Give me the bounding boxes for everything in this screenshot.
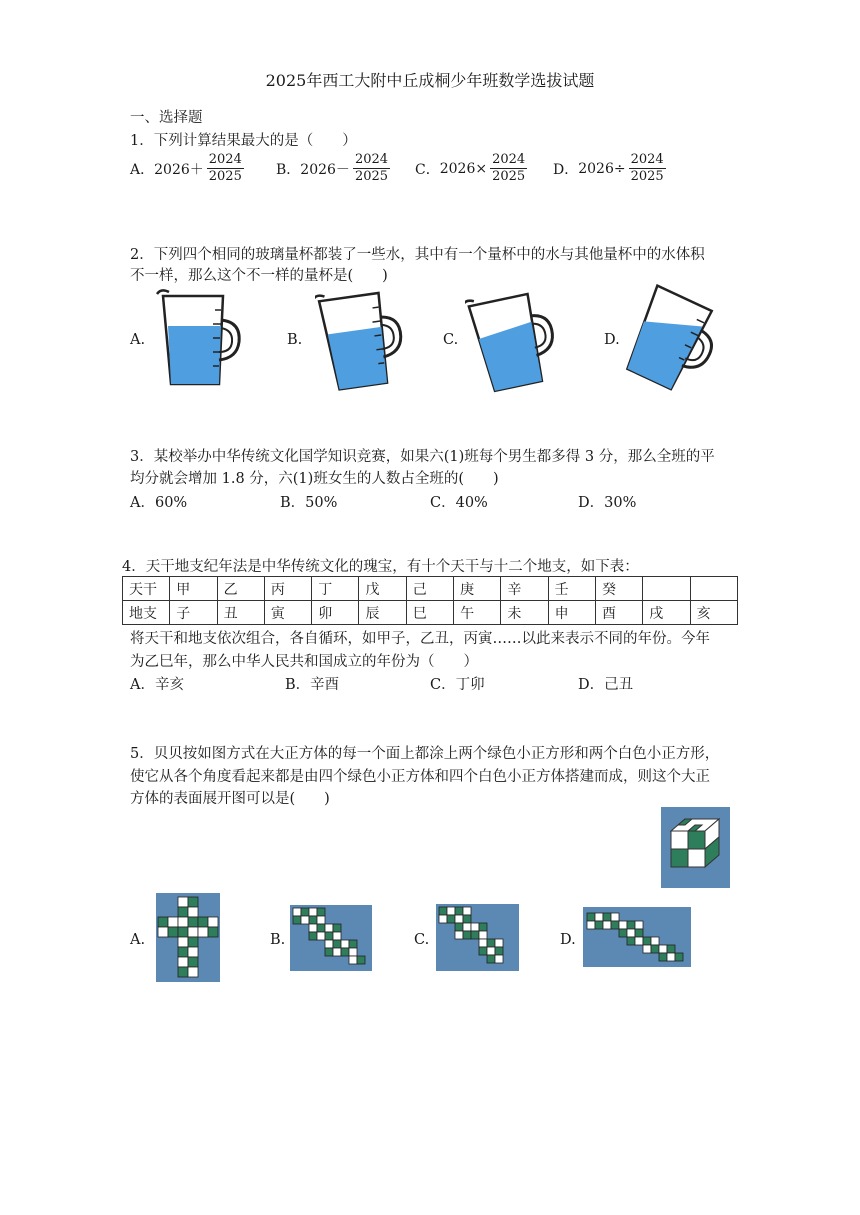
q3-stem-line2: 均分就会增加 1.8 分，六(1)班女生的人数占全班的( ) [130, 471, 499, 487]
table-cell: 子 [170, 601, 217, 625]
table-cell: 巳 [406, 601, 453, 625]
table-row-tiangan [123, 577, 738, 601]
table-cell: 辰 [359, 601, 406, 625]
fraction-den: 2025 [630, 169, 664, 184]
option-expr: 2026＋ [154, 161, 204, 178]
q5-stem-line3: 方体的表面展开图可以是( ) [130, 791, 330, 807]
cube-net-b-icon [290, 905, 372, 971]
q4-option-a[interactable]: A．辛亥 [130, 677, 184, 693]
q5-label-a[interactable]: A. [130, 932, 146, 948]
q3-option-b[interactable]: B．50% [280, 495, 338, 511]
q1-stem: 1．下列计算结果最大的是（ ） [130, 133, 357, 149]
option-expr: 2026－ [300, 161, 350, 178]
q4-text-line1: 将天干和地支依次组合，各自循环，如甲子，乙丑，丙寅……以此来表示不同的年份。今年 [130, 631, 710, 647]
fraction [629, 152, 666, 185]
q3-option-a[interactable]: A．60% [130, 495, 188, 511]
table-cell: 己 [406, 577, 453, 601]
q4-stem: 4．天干地支纪年法是中华传统文化的瑰宝，有十个天干与十二个地支，如下表： [122, 559, 639, 575]
table-cell: 乙 [217, 577, 264, 601]
q5-label-d[interactable]: D. [560, 932, 576, 948]
option-label: A． [130, 161, 155, 178]
section-heading: 一、选择题 [130, 110, 203, 126]
cube-net-c-icon [436, 904, 519, 971]
fraction-den: 2025 [208, 169, 242, 184]
q4-option-b[interactable]: B．辛酉 [285, 677, 340, 693]
q2-label-a[interactable]: A. [130, 332, 146, 348]
q5-label-b[interactable]: B. [270, 932, 286, 948]
table-cell [643, 577, 690, 601]
table-cell [690, 577, 737, 601]
q3-option-d[interactable]: D．30% [578, 495, 637, 511]
fraction [353, 152, 390, 185]
fraction-den: 2025 [492, 169, 526, 184]
beaker-a-icon [155, 288, 250, 393]
table-cell: 甲 [170, 577, 217, 601]
q5-stem-line1: 5．贝贝按如图方式在大正方体的每一个面上都涂上两个绿色小正方形和两个白色小正方形， [130, 746, 720, 762]
page-title: 2025年西工大附中丘成桐少年班数学选拔试题 [265, 71, 595, 90]
fraction-num: 2024 [208, 152, 242, 167]
fraction-num: 2024 [630, 152, 664, 167]
table-cell: 辛 [501, 577, 548, 601]
fraction-num: 2024 [492, 152, 526, 167]
table-cell: 地支 [123, 601, 170, 625]
table-cell: 寅 [264, 601, 311, 625]
table-cell: 天干 [123, 577, 170, 601]
beaker-d-icon [622, 284, 717, 392]
ganzhi-table [122, 576, 738, 625]
fraction [490, 152, 527, 185]
beaker-c-icon [465, 286, 565, 394]
beaker-b-icon [315, 286, 410, 394]
q5-label-c[interactable]: C. [414, 932, 430, 948]
table-cell: 癸 [595, 577, 642, 601]
option-expr: 2026÷ [578, 160, 626, 177]
q1-options [130, 152, 666, 185]
fraction [207, 152, 244, 185]
table-cell: 未 [501, 601, 548, 625]
table-cell: 卯 [312, 601, 359, 625]
table-cell: 酉 [595, 601, 642, 625]
q1-option-c[interactable] [415, 152, 553, 185]
fraction-den: 2025 [354, 169, 389, 184]
option-expr: 2026× [439, 160, 488, 177]
table-cell: 丁 [312, 577, 359, 601]
option-label: B． [276, 161, 301, 178]
table-cell: 戊 [359, 577, 406, 601]
q2-label-b[interactable]: B. [287, 332, 303, 348]
option-label: D． [553, 161, 579, 178]
q1-option-a[interactable] [130, 152, 276, 185]
table-cell: 申 [548, 601, 595, 625]
table-cell: 庚 [454, 577, 501, 601]
table-cell: 午 [454, 601, 501, 625]
q1-option-d[interactable] [553, 152, 666, 185]
q3-stem-line1: 3．某校举办中华传统文化国学知识竞赛，如果六(1)班每个男生都多得 3 分，那么全班的平 [130, 449, 715, 465]
option-label: C． [415, 161, 440, 178]
q2-stem-line1: 2．下列四个相同的玻璃量杯都装了一些水，其中有一个量杯中的水与其他量杯中的水体积 [130, 247, 705, 263]
table-cell: 亥 [690, 601, 737, 625]
table-cell: 壬 [548, 577, 595, 601]
q5-stem-line2: 使它从各个角度看起来都是由四个绿色小正方体和四个白色小正方体搭建而成，则这个大正 [130, 769, 710, 785]
q4-option-c[interactable]: C．丁卯 [430, 677, 485, 693]
q2-label-c[interactable]: C. [443, 332, 459, 348]
cube-net-d-icon [583, 907, 691, 967]
q2-label-d[interactable]: D. [604, 332, 620, 348]
table-cell: 丙 [264, 577, 311, 601]
table-row-dizhi [123, 601, 738, 625]
q3-option-c[interactable]: C．40% [430, 495, 488, 511]
q4-option-d[interactable]: D．己丑 [578, 677, 634, 693]
q4-text-line2: 为乙巳年，那么中华人民共和国成立的年份为（ ） [130, 654, 478, 670]
colored-cube-icon [661, 807, 730, 888]
q2-stem-line2: 不一样，那么这个不一样的量杯是( ) [130, 268, 388, 284]
table-cell: 戌 [643, 601, 690, 625]
cube-net-a-icon [156, 893, 220, 982]
table-cell: 丑 [217, 601, 264, 625]
q1-option-b[interactable] [276, 152, 415, 185]
fraction-num: 2024 [354, 152, 389, 167]
